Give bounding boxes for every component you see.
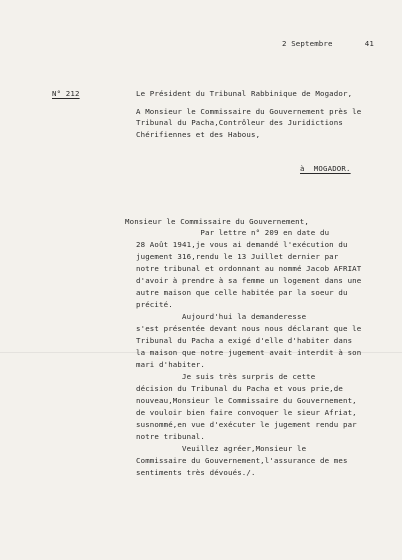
body-line: la maison que notre jugement avait interdit à son (136, 348, 362, 357)
paper-fold (0, 352, 402, 353)
body-line: jugement 316,rendu le 13 Juillet dernier par (136, 252, 339, 261)
recipient-line: Tribunal du Pacha,Contrôleur des Juridictions (136, 118, 343, 127)
reference-number: N° 212 (52, 89, 80, 98)
body-line: Je suis très surpris de cette (136, 372, 316, 381)
body-line: Par lettre n° 209 en date du (136, 228, 330, 237)
body-line: mari d'habiter. (136, 360, 205, 369)
body-line: Commissaire du Gouvernement,l'assurance de mes (136, 456, 348, 465)
body-line: sentiments très dévoués./. (136, 468, 256, 477)
body-line: d'avoir à prendre à sa femme un logement dans une (136, 276, 362, 285)
body-line: Aujourd'hui la demanderesse (136, 312, 307, 321)
body-line: nouveau,Monsieur le Commissaire du Gouvernement, (136, 396, 357, 405)
recipient-line: Chérifiennes et des Habous, (136, 130, 261, 139)
body-line: précité. (136, 300, 173, 309)
body-line: de vouloir bien faire convoquer le sieur Afriat, (136, 408, 357, 417)
destination-city: à MOGADOR. (300, 164, 351, 173)
body-line: notre tribunal. (136, 432, 205, 441)
body-line: notre tribunal et ordonnant au nommé Jacob AFRIAT (136, 264, 362, 273)
body-line: susnommé,en vue d'exécuter le jugement rendu par (136, 420, 357, 429)
body-line: s'est présentée devant nous nous déclarant que le (136, 324, 362, 333)
body-line: Veuillez agréer,Monsieur le (136, 444, 307, 453)
salutation: Monsieur le Commissaire du Gouvernement, (125, 217, 309, 226)
body-line: autre maison que celle habitée par la soeur du (136, 288, 348, 297)
body-line: Tribunal du Pacha a exigé d'elle d'habiter dans (136, 336, 353, 345)
letter-date: 2 Septembre 41 (282, 39, 374, 48)
recipient-line: A Monsieur le Commissaire du Gouvernement près le (136, 107, 362, 116)
body-line: 28 Août 1941,je vous ai demandé l'exécution du (136, 240, 348, 249)
body-line: décision du Tribunal du Pacha et vous prie,de (136, 384, 343, 393)
sender-line: Le Président du Tribunal Rabbinique de Mogador, (136, 89, 353, 98)
